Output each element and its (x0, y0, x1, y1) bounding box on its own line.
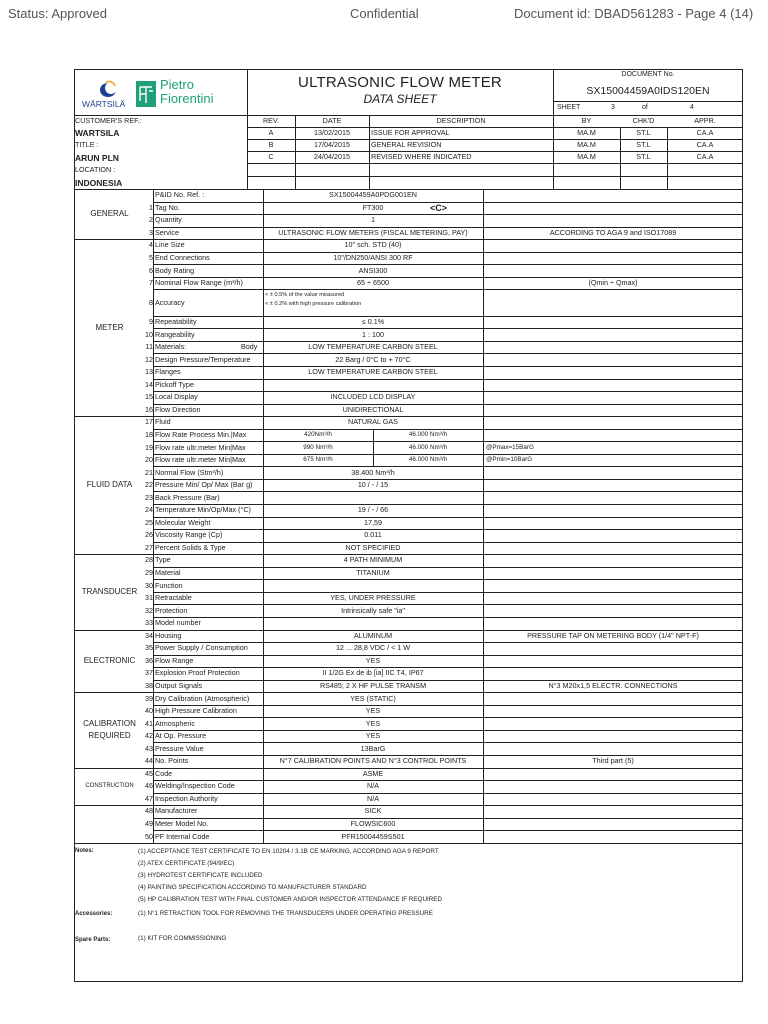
parameter-label: Tag No. (155, 202, 180, 212)
value-cell: 38.400 Nm³/h (351, 467, 395, 477)
section-calibration-required: REQUIRED (88, 730, 131, 740)
spare-parts-label: Spare Parts: (75, 937, 111, 943)
wartsila-logo (82, 78, 128, 114)
remark-cell: @Pmax=15BarG (486, 443, 534, 451)
accessories-label: Accessories: (75, 911, 113, 917)
row-number: 32 (145, 605, 153, 615)
parameter-label: Rangeability (155, 329, 195, 339)
chkd-header: CHK'D (632, 116, 655, 125)
note-item: (1) ACCEPTANCE TEST CERTIFICATE TO EN 10204 / 3.1B CE MARKING, ACCORDING AGA 9 REPORT (138, 848, 439, 855)
date-cell: 13/02/2015 (314, 128, 350, 137)
customer-ref-value: WARTSILA (75, 128, 120, 138)
max-value: 46.000 Nm³/h (408, 456, 448, 464)
row-number: 26 (145, 530, 153, 540)
sheet-label: SHEET (557, 104, 581, 111)
max-value: 46.000 Nm³/h (408, 430, 448, 438)
value-cell: 10 / - / 15 (357, 480, 389, 490)
parameter-label: Material (155, 568, 181, 578)
value-cell: 10"/DN250/ANSI 300 RF (333, 253, 413, 263)
status-text: Status: Approved (8, 6, 108, 21)
min-value: 990 Nm³/h (303, 443, 333, 451)
section-construction: CONSTRUCTION (85, 783, 134, 790)
by-cell: MA.M (577, 140, 596, 149)
row-number: 43 (145, 743, 153, 753)
row-number: 29 (145, 568, 153, 578)
parameter-label: Atmospheric (155, 718, 195, 728)
value-cell: 12 ... 28,8 VDC / < 1 W (335, 643, 411, 653)
value-cell: ALUMINUM (353, 630, 393, 640)
parameter-label: Flow Rate Process Min.|Max (155, 429, 247, 439)
row-number: 18 (145, 429, 153, 439)
parameter-label: Housing (155, 630, 182, 640)
row-number: 50 (145, 831, 153, 841)
value-cell: N/A (367, 781, 379, 791)
parameter-label: Output Signals (155, 680, 203, 690)
location-label: LOCATION : (75, 165, 116, 174)
section-meter: METER (95, 322, 124, 332)
value-cell: YES (STATIC) (350, 693, 396, 703)
value-cell: YES (365, 731, 381, 741)
pid-label: P&ID No. Ref. : (155, 190, 205, 199)
section-general: GENERAL (90, 209, 129, 219)
value-cell: LOW TEMPERATURE CARBON STEEL (308, 342, 438, 352)
wartsila-swirl-icon (88, 78, 128, 100)
remark-cell: (Qmin ÷ Qmax) (588, 278, 638, 288)
pietro-fiorentini-logo-icon (136, 81, 156, 107)
document-status-bar (0, 0, 768, 28)
parameter-label: Nominal Flow Range (m³/h) (155, 278, 243, 288)
sheet-of: of (642, 104, 648, 111)
document-no-label: DOCUMENT No. (621, 71, 675, 78)
row-number: 8 (149, 297, 153, 307)
row-number: 49 (145, 819, 153, 829)
row-number: 9 (149, 317, 153, 327)
parameter-label: Manufacturer (155, 806, 198, 816)
by-header: BY (581, 116, 592, 125)
parameter-label: Viscosity Range (Cp) (155, 530, 223, 540)
parameter-label: Flow Direction (155, 404, 201, 414)
row-number: 21 (145, 467, 153, 477)
rev-header: REV. (262, 116, 280, 125)
parameter-label: Function (155, 580, 183, 590)
title-value: ARUN PLN (75, 153, 119, 163)
value-cell: LOW TEMPERATURE CARBON STEEL (308, 367, 438, 377)
row-number: 6 (149, 265, 153, 275)
value-cell: 65 ÷ 6500 (357, 278, 389, 288)
customer-ref-label: CUSTOMER'S REF.: (75, 116, 142, 125)
notes-label: Notes: (75, 848, 94, 854)
value-cell: YES (365, 718, 381, 728)
fiorentini-label: Fiorentini (160, 91, 214, 106)
section-electronic: ELECTRONIC (83, 655, 136, 665)
value-cell: UNIDIRECTIONAL (342, 404, 404, 414)
row-number: 41 (145, 718, 153, 728)
row-number: 44 (145, 756, 153, 766)
row-number: 40 (145, 706, 153, 716)
value-cell: Intrinsically safe "ia" (341, 605, 405, 615)
value-cell: 19 / - / 66 (357, 505, 389, 515)
value-cell: FT300 (362, 202, 384, 212)
row-number: 5 (149, 253, 153, 263)
document-id: Document id: DBAD561283 - Page 4 (14) (514, 6, 754, 21)
note-item: (3) HYDROTEST CERTIFICATE INCLUDED (138, 872, 263, 879)
sheet-number: 3 (611, 104, 615, 111)
remark-cell: ACCORDING TO AGA 9 and ISO17089 (549, 227, 677, 237)
description-header: DESCRIPTION (436, 116, 486, 125)
row-number: 33 (145, 618, 153, 628)
parameter-label: Explosion Proof Protection (155, 668, 240, 678)
value-cell: 0.011 (364, 530, 382, 540)
row-number: 4 (149, 240, 153, 250)
revision-marker: <C> (430, 202, 448, 213)
row-number: 45 (145, 768, 153, 778)
row-number: 48 (145, 806, 153, 816)
parameter-label: No. Points (155, 756, 189, 766)
value-cell: RS485; 2 X HF PULSE TRANSM (319, 680, 427, 690)
parameter-label: Flanges (155, 367, 181, 377)
row-number: 27 (145, 542, 153, 552)
row-number: 35 (145, 643, 153, 653)
row-number: 17 (145, 417, 153, 427)
row-number: 25 (145, 517, 153, 527)
note-item: (5) HP CALIBRATION TEST WITH FINAL CUSTOMER AND/OR INSPECTOR ATTENDANCE IF REQUIRED (138, 896, 443, 903)
by-cell: MA.M (577, 152, 596, 161)
parameter-label: Body Rating (155, 265, 195, 275)
parameter-label: Type (155, 555, 171, 565)
row-number: 19 (145, 442, 153, 452)
value-cell: 22 Barg / 0°C to + 70°C (335, 354, 411, 364)
parameter-label: Flow Range (155, 655, 194, 665)
note-item: (2) ATEX CERTIFICATE (94/9/EC) (138, 860, 235, 867)
value-cell: NATURAL GAS (348, 417, 398, 427)
row-number: 10 (145, 329, 153, 339)
chkd-cell: ST.L (636, 140, 651, 149)
rev-cell: C (268, 152, 274, 161)
value-cell: 1 (371, 215, 375, 225)
page-title: ULTRASONIC FLOW METER (298, 74, 502, 91)
value-cell: N/A (367, 793, 379, 803)
value-cell: ULTRASONIC FLOW METERS (FISCAL METERING, PAY) (278, 227, 468, 237)
chkd-cell: ST.L (636, 152, 651, 161)
row-number: 46 (145, 781, 153, 791)
section-transducer: TRANSDUCER (81, 586, 138, 596)
value-cell: 1 : 100 (362, 329, 384, 339)
parameter-label: Temperature Min/Op/Max (°C) (155, 505, 251, 515)
row-number: 13 (145, 367, 153, 377)
location-value: INDONESIA (75, 178, 123, 188)
accuracy-value-hp: < ± 0.2% with high pressure calibration (265, 301, 362, 308)
parameter-label: Pressure Value (155, 743, 204, 753)
parameter-label: Repeatability (155, 317, 197, 327)
parameter-label: Accuracy (155, 297, 185, 307)
row-number: 23 (145, 492, 153, 502)
title-label: TITLE : (75, 140, 99, 149)
value-cell: ASME (362, 768, 384, 778)
rev-cell: B (268, 140, 274, 149)
row-number: 34 (145, 630, 153, 640)
parameter-label: Molecular Weight (155, 517, 211, 527)
parameter-label: Retractable (155, 593, 192, 603)
row-number: 7 (149, 278, 153, 288)
chkd-cell: ST.L (636, 128, 651, 137)
sheet-total: 4 (690, 104, 694, 111)
value-cell: YES (365, 706, 381, 716)
row-number: 47 (145, 793, 153, 803)
remark-cell: @Pmin=10BarG (486, 456, 533, 464)
parameter-label: Protection (155, 605, 188, 615)
value-cell: 10" sch. STD (40) (344, 240, 402, 250)
parameter-label: Model number (155, 618, 201, 628)
min-value: 420Nm³/h (304, 430, 332, 438)
date-cell: 24/04/2015 (314, 152, 350, 161)
row-number: 37 (145, 668, 153, 678)
parameter-label: Code (155, 768, 173, 778)
remark-cell: Third part (5) (592, 756, 634, 766)
page-subtitle: DATA SHEET (363, 92, 437, 106)
appr-cell: CA.A (696, 152, 714, 161)
appr-cell: CA.A (696, 140, 714, 149)
confidential-label: Confidential (350, 6, 419, 21)
value-cell: PFR15004459S501 (341, 831, 405, 841)
row-number: 30 (145, 580, 153, 590)
min-value: 675 Nm³/h (303, 456, 333, 464)
description-cell: REVISED WHERE INDICATED (371, 152, 472, 161)
row-number: 39 (145, 693, 153, 703)
value-cell: 4 PATH MINIMUM (343, 555, 403, 565)
row-number: 24 (145, 505, 153, 515)
accuracy-value: < ± 0.5% of the value measured (265, 292, 345, 299)
note-item: (4) PAINTING SPECIFICATION ACCORDING TO MANUFACTURER STANDARD (138, 884, 367, 891)
rev-cell: A (268, 128, 274, 137)
pietro-label: Pietro (160, 77, 194, 92)
document-no: SX15004459A0IDS120EN (586, 85, 710, 97)
parameter-label: Back Pressure (Bar) (155, 492, 220, 502)
row-number: 11 (145, 342, 153, 352)
by-cell: MA.M (577, 128, 596, 137)
date-header: DATE (322, 116, 342, 125)
parameter-label: Inspection Authority (155, 793, 218, 803)
value-cell: SICK (364, 806, 382, 816)
parameter-sublabel: Body (241, 342, 258, 352)
value-cell: 13BarG (360, 743, 386, 753)
parameter-label: Line Size (155, 240, 185, 250)
parameter-label: Quantity (155, 215, 182, 225)
row-number: 20 (145, 455, 153, 465)
parameter-label: Materials: (155, 342, 187, 352)
parameter-label: End Connections (155, 253, 210, 263)
value-cell: INCLUDED LCD DISPLAY (330, 392, 416, 402)
value-cell: 17,59 (364, 517, 382, 527)
row-number: 2 (149, 215, 153, 225)
row-number: 1 (149, 202, 153, 212)
parameter-label: Percent Solids & Type (155, 542, 226, 552)
row-number: 22 (145, 480, 153, 490)
section-fluid-data: FLUID DATA (86, 480, 133, 490)
parameter-label: At Op. Pressure (155, 731, 207, 741)
row-number: 16 (145, 404, 153, 414)
value-cell: NOT SPECIFIED (345, 542, 401, 552)
parameter-label: Welding/Inspection Code (155, 781, 235, 791)
row-number: 15 (145, 392, 153, 402)
parameter-label: PF Internal Code (155, 831, 210, 841)
remark-cell: N°3 M20x1,5 ELECTR. CONNECTIONS (548, 680, 678, 690)
value-cell: TITANIUM (356, 568, 390, 578)
description-cell: GENERAL REVISION (371, 140, 442, 149)
value-cell: ≤ 0.1% (361, 317, 385, 327)
row-number: 42 (145, 731, 153, 741)
value-cell: YES (365, 655, 381, 665)
value-cell: II 1/2G Ex de ib [ia] IIC T4, IP67 (322, 668, 424, 678)
appr-cell: CA.A (696, 128, 714, 137)
value-cell: N°7 CALIBRATION POINTS AND N°3 CONTROL POINTS (279, 756, 467, 766)
parameter-label: Design Pressure/Temperature (155, 354, 251, 364)
value-cell: FLOWSIC600 (350, 819, 396, 829)
parameter-label: Service (155, 227, 179, 237)
row-number: 3 (149, 227, 153, 237)
accessory-item: (1) N°1 RETRACTION TOOL FOR REMOVING THE TRANSDUCERS UNDER OPERATING PRESSURE (138, 910, 433, 917)
pid-value: SX15004459A0PDG001EN (329, 190, 417, 199)
parameter-label: High Pressure Calibration (155, 706, 237, 716)
section-calibration: CALIBRATION (83, 718, 136, 728)
parameter-label: Dry Calibration (Atmospheric) (155, 693, 250, 703)
row-number: 38 (145, 680, 153, 690)
parameter-label: Meter Model No. (155, 819, 209, 829)
appr-header: APPR. (694, 116, 716, 125)
spare-part-item: (1) KIT FOR COMMISSIONING (138, 935, 227, 942)
parameter-label: Fluid (155, 417, 171, 427)
row-number: 14 (145, 379, 153, 389)
parameter-label: Flow rate ultr.meter Min|Max (155, 455, 246, 465)
parameter-label: Local Display (155, 392, 198, 402)
wartsila-wordmark: WÄRTSILÄ (82, 99, 126, 109)
value-cell: ANSI300 (358, 265, 388, 275)
row-number: 28 (145, 555, 153, 565)
description-cell: ISSUE FOR APPROVAL (371, 128, 450, 137)
row-number: 12 (145, 354, 153, 364)
parameter-label: Pickoff Type (155, 379, 194, 389)
date-cell: 17/04/2015 (314, 140, 350, 149)
row-number: 31 (145, 593, 153, 603)
max-value: 46.000 Nm³/h (408, 443, 448, 451)
parameter-label: Pressure Min/ Op/ Max (Bar g) (155, 480, 253, 490)
value-cell: YES, UNDER PRESSURE (330, 593, 416, 603)
parameter-label: Flow rate ultr.meter Min|Max (155, 442, 246, 452)
parameter-label: Normal Flow (Stm³/h) (155, 467, 224, 477)
remark-cell: PRESSURE TAP ON METERING BODY (1/4" NPT-F) (527, 630, 699, 640)
row-number: 36 (145, 655, 153, 665)
parameter-label: Power Supply / Consumption (155, 643, 248, 653)
